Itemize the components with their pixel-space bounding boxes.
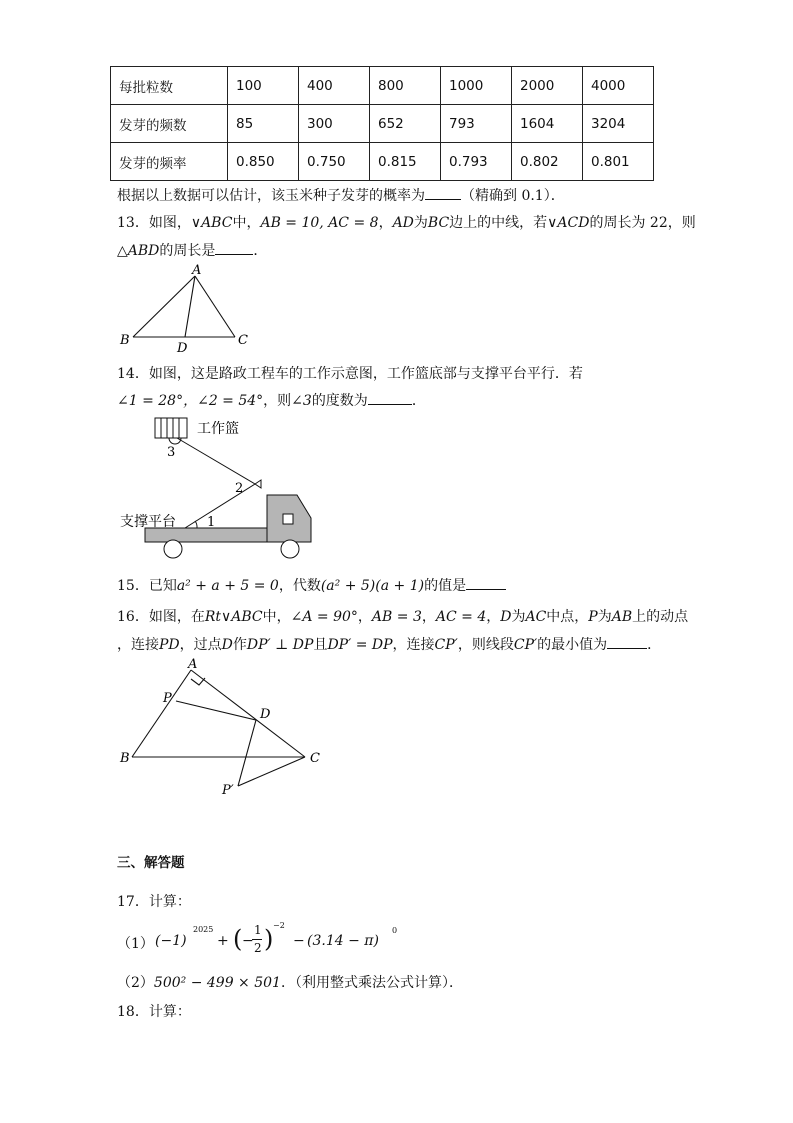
q13-triangle-figure <box>115 262 265 354</box>
row-header: 每批粒数 <box>111 67 228 105</box>
q17-title: 17．计算： <box>117 894 191 910</box>
q14-line2: ∠1 = 28°，∠2 = 54°，则∠3的度数为 ． <box>117 393 426 409</box>
table-cell: 0.801 <box>583 143 654 181</box>
angle-2-label: 2 <box>235 481 244 496</box>
q16-line2: ，连接PD，过点D作DP′ ⊥ DP且DP′ = DP，连接CP′，则线段CP′的最小值为 ． <box>117 637 662 653</box>
germination-table <box>110 66 654 181</box>
label-d: D <box>177 341 188 354</box>
q14-line1: 14．如图，这是路政工程车的工作示意图，工作篮底部与支撑平台平行．若 <box>117 366 583 382</box>
answer-blank <box>607 636 647 649</box>
q16-line1: 16．如图，在Rt∨ABC中，∠A = 90°，AB = 3，AC = 4，D为AC中点，P为AB上的动点 <box>117 609 689 625</box>
q12-line <box>117 185 565 205</box>
table-row <box>111 143 654 181</box>
label-b: B <box>120 333 130 348</box>
label-a: A <box>192 263 202 278</box>
label-b: B <box>120 751 130 766</box>
table-cell: 300 <box>299 105 370 143</box>
q12-note: （精确到 0.1）． <box>461 188 565 204</box>
table-cell: 800 <box>370 67 441 105</box>
table-row <box>111 67 654 105</box>
label-d: D <box>260 707 271 722</box>
label-c: C <box>238 333 248 348</box>
table-cell: 1000 <box>441 67 512 105</box>
table-cell: 0.815 <box>370 143 441 181</box>
table-cell: 793 <box>441 105 512 143</box>
q13-line2: △ABD的周长是 ． <box>117 243 268 259</box>
table-cell: 400 <box>299 67 370 105</box>
angle-3-label: 3 <box>167 445 176 460</box>
q18-title: 18．计算： <box>117 1004 191 1020</box>
table-row <box>111 105 654 143</box>
answer-blank <box>425 187 461 200</box>
table-cell: 85 <box>228 105 299 143</box>
answer-blank <box>466 577 506 590</box>
q17-part2: （2）500² − 499 × 501．（利用整式乘法公式计算）． <box>117 975 463 991</box>
label-p: P <box>163 691 172 706</box>
basket-label: 工作篮 <box>197 421 239 437</box>
table-cell: 0.802 <box>512 143 583 181</box>
label-c: C <box>310 751 320 766</box>
table-cell: 0.850 <box>228 143 299 181</box>
q14-truck-figure <box>115 410 325 560</box>
table-cell: 100 <box>228 67 299 105</box>
q12-text: 根据以上数据可以估计，该玉米种子发芽的概率为 <box>117 188 425 204</box>
table-cell: 2000 <box>512 67 583 105</box>
q16-triangle-figure <box>115 656 330 801</box>
table-cell: 652 <box>370 105 441 143</box>
label-a: A <box>188 657 198 672</box>
platform-label: 支撑平台 <box>120 514 176 530</box>
q15-line: 15．已知a² + a + 5 = 0，代数(a² + 5)(a + 1)的值是 <box>117 575 506 595</box>
section-title: 三、解答题 <box>117 855 185 871</box>
angle-1-label: 1 <box>207 515 216 530</box>
answer-blank <box>368 392 412 405</box>
table-cell: 0.750 <box>299 143 370 181</box>
q13-line1: 13．如图，∨ABC中，AB = 10, AC = 8，AD为BC边上的中线，若∨ACD的周长为 22，则 <box>117 215 696 231</box>
row-header: 发芽的频率 <box>111 143 228 181</box>
table-cell: 0.793 <box>441 143 512 181</box>
worksheet-page: 每批粒数 100 400 800 1000 2000 4000 发芽的频数 85 300 652 793 1604 3204 发芽的频率 0.850 0.750 0.815 0.793 0.802 0.801 根据以上数据可以估计，该玉米种子发芽的概率为 （精确到 0.1）． 13．如图，∨ABC中，AB = 10, AC = 8，AD为BC边上的中线，若∨ACD的周长为 22，则 △ABD的周长是 ． A B C D 14．如图，这是路政工程车的工作示意图，工作篮底部与支撑平台平行．若 ∠1 = 28°，∠2 = 54°，则∠3的度数为 ． 工作篮 支撑平台 3 2 1 15．已知a² + a + 5 = 0，代数(a² + 5)(a + 1)的值是 16．如图，在Rt∨ABC中，∠A = 90°，AB = 3，AC = 4，D为AC中点，P为AB上的动点 ，连接PD，过点D作DP′ ⊥ DP且DP′ = DP，连接CP′，则线段CP′的最小值为 ． A P D B C P′ 三、解答题 17．计算： （1） (−1) 2025 + ( − 1 2 ) −2 − (3.14 − π) 0 （2）500² − 499 × 501．（利用整式乘法公式计算）． 18．计算： <box>0 0 793 1123</box>
table-cell: 4000 <box>583 67 654 105</box>
label-p-prime: P′ <box>222 783 234 798</box>
row-header: 发芽的频数 <box>111 105 228 143</box>
table-cell: 3204 <box>583 105 654 143</box>
table-cell: 1604 <box>512 105 583 143</box>
answer-blank <box>215 242 253 255</box>
